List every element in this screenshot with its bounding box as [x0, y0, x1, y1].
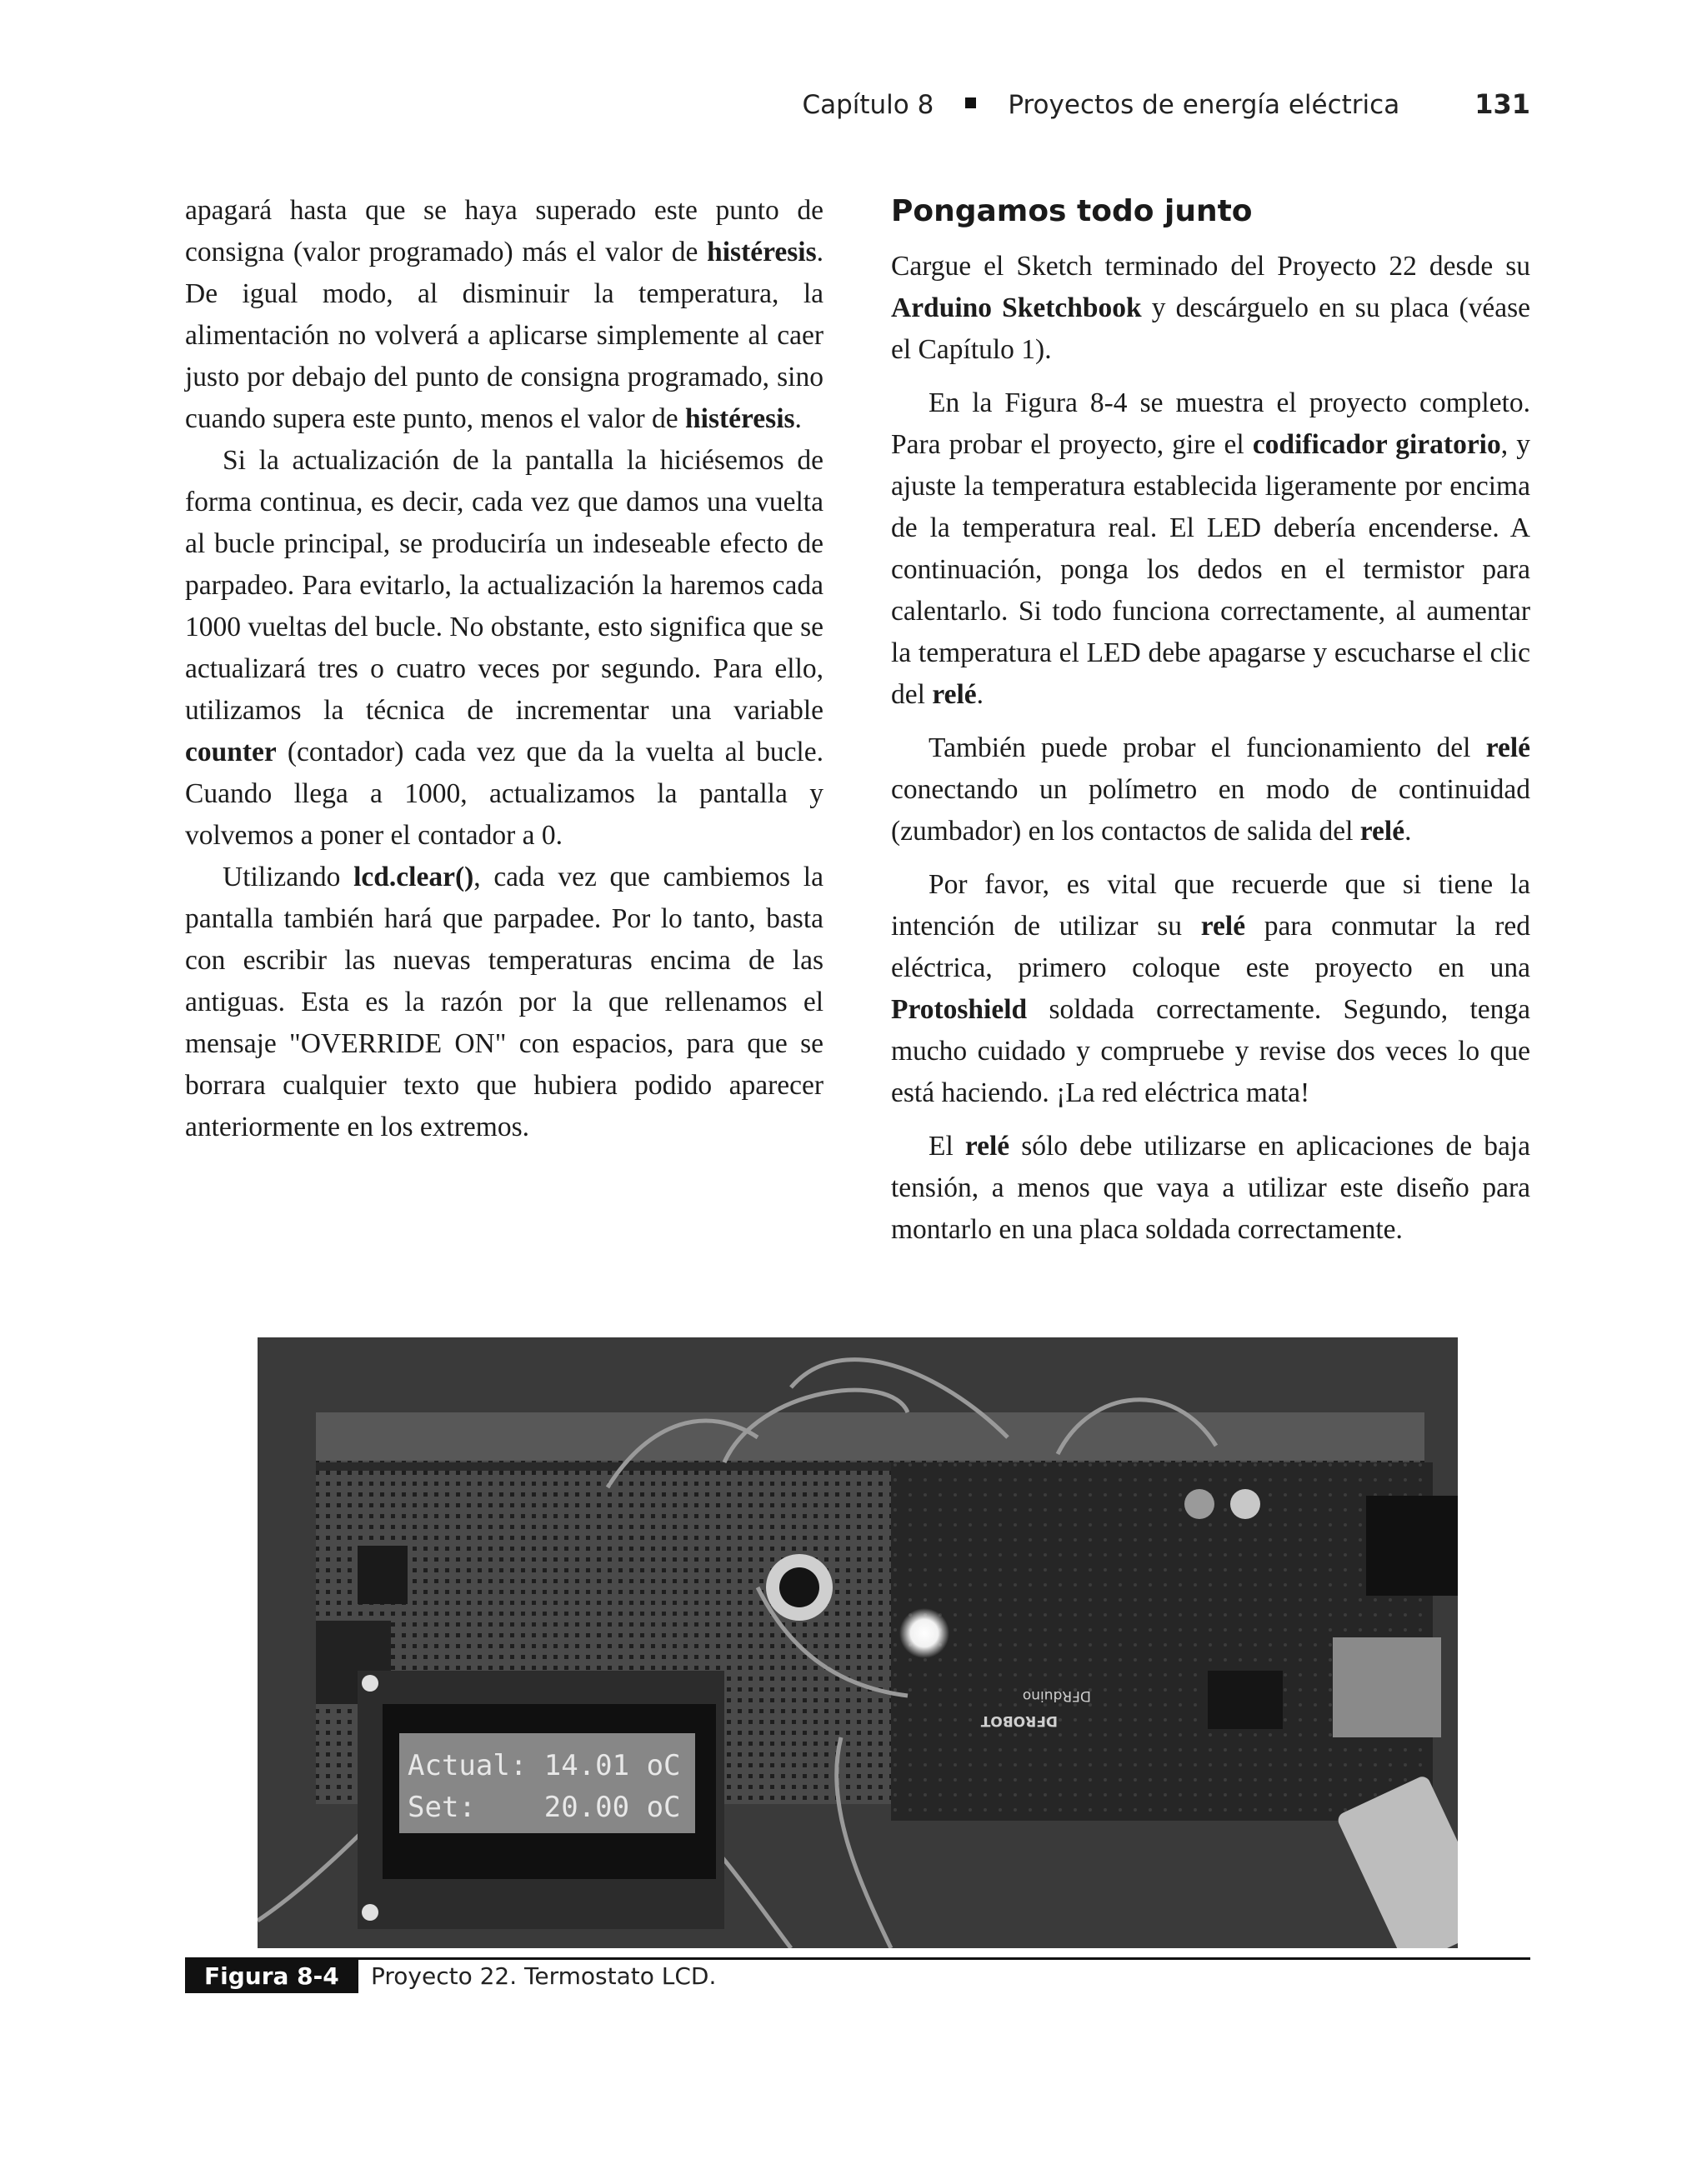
figure-caption: Proyecto 22. Termostato LCD.	[371, 1962, 717, 1990]
text-run: , cada vez que cambiemos la pantalla también hará que parpadee. Por lo tanto, basta con escribir las nuevas temperaturas encima de las antiguas. Esta es la razón por la que rellenamos el mensaje "OVERRIDE ON" con espacios, para que se borrara cualquier texto que hubiera podido aparecer anteriormente en los extremos.	[185, 862, 823, 1142]
bold-term: Protoshield	[891, 994, 1028, 1025]
capacitor	[1184, 1489, 1214, 1519]
text-run: conectando un polímetro en modo de continuidad (zumbador) en los contactos de salida del	[891, 774, 1530, 847]
figure-label: Figura 8-4	[185, 1960, 358, 1993]
bold-term: histéresis	[707, 237, 817, 267]
figure-photo	[258, 1337, 1458, 1948]
bold-term: relé	[932, 679, 977, 710]
right-paragraph-2	[891, 382, 1530, 716]
project-photo-illustration	[258, 1337, 1458, 1948]
text-run: Cargue el Sketch terminado del Proyecto 22 desde su	[891, 251, 1530, 282]
text-run: El	[929, 1131, 965, 1162]
text-run: .	[976, 679, 984, 710]
bold-term: relé	[1485, 732, 1530, 763]
text-run: y descárguelo en su placa (véase el Capítulo 1).	[891, 292, 1531, 365]
chapter-title: Proyectos de energía eléctrica	[1008, 90, 1400, 120]
right-column	[891, 190, 1530, 1262]
power-jack	[1366, 1496, 1458, 1596]
bold-term: relé	[1359, 816, 1405, 847]
led-indicator	[899, 1608, 949, 1658]
header-separator	[965, 97, 976, 108]
bold-term: histéresis	[685, 403, 795, 434]
bold-term: lcd.clear()	[353, 862, 474, 892]
bold-term: counter	[185, 737, 277, 767]
left-paragraph-2	[185, 440, 823, 857]
text-run: sólo debe utilizarse en aplicaciones de baja tensión, a menos que vaya a utilizar este diseño para montarlo en una placa soldada correctamente.	[891, 1131, 1530, 1245]
bold-term: relé	[964, 1131, 1010, 1162]
right-paragraph-3	[891, 727, 1530, 852]
text-run: Utilizando	[223, 862, 354, 892]
capacitor	[1230, 1489, 1260, 1519]
microcontroller-chip	[1208, 1671, 1283, 1729]
left-paragraph-1	[185, 190, 823, 440]
bold-term: relé	[1200, 911, 1246, 942]
text-run: , y ajuste la temperatura establecida ligeramente por encima de la temperatura real. El LED debería encenderse. A continuación, ponga los dedos en el termistor para calentarlo. Si todo funciona correctamente, al aumentar la temperatura el LED debe apagarse y escucharse el clic del	[891, 429, 1531, 710]
left-column	[185, 190, 823, 1148]
breadboard-rail	[316, 1412, 1424, 1461]
running-header	[0, 88, 1530, 120]
section-heading: Pongamos todo junto	[891, 194, 1253, 228]
right-paragraph-4	[891, 864, 1530, 1114]
page-number: 131	[1474, 88, 1530, 120]
text-run: Si la actualización de la pantalla la hiciésemos de forma continua, es decir, cada vez que damos una vuelta al bucle principal, se produciría un indeseable efecto de parpadeo. Para evitarlo, la actualización la haremos cada 1000 vueltas del bucle. No obstante, esto significa que se actualizará tres o cuatro veces por segundo. Para ello, utilizamos la técnica de incrementar una variable	[185, 445, 823, 726]
text-run: También puede probar el funcionamiento del	[929, 732, 1486, 763]
lcd-line-2: Set: 20.00 oC	[408, 1791, 681, 1824]
text-run: soldada correctamente. Segundo, tenga mucho cuidado y compruebe y revise dos veces lo que está haciendo. ¡La red eléctrica mata!	[891, 994, 1530, 1108]
lcd-line-1: Actual: 14.01 oC	[408, 1749, 681, 1782]
board-logo-text: DFROBOT	[980, 1712, 1058, 1729]
text-run: apagará hasta que se haya superado este punto de consigna (valor programado) más el valor de	[185, 195, 823, 267]
text-run: .	[794, 403, 802, 434]
board-name-text: DFRduino	[1022, 1687, 1091, 1704]
right-paragraph-1	[891, 246, 1530, 371]
bold-term: codificador giratorio	[1252, 429, 1501, 460]
text-run: En la Figura 8-4 se muestra el proyecto completo. Para probar el proyecto, gire el	[891, 387, 1530, 460]
text-run: .	[1404, 816, 1412, 847]
text-run: para conmutar la red eléctrica, primero coloque este proyecto en una	[891, 911, 1530, 983]
encoder-knob	[779, 1567, 819, 1607]
left-paragraph-3	[185, 857, 823, 1148]
text-run: (contador) cada vez que da la vuelta al bucle. Cuando llega a 1000, actualizamos la pantalla y volvemos a poner el contador a 0.	[185, 737, 823, 851]
usb-connector	[1333, 1637, 1441, 1737]
bold-term: Arduino Sketchbook	[891, 292, 1142, 323]
terminal-block	[358, 1546, 408, 1604]
right-paragraph-5	[891, 1126, 1530, 1251]
text-run: Por favor, es vital que recuerde que si tiene la intención de utilizar su	[891, 869, 1530, 942]
text-run: . De igual modo, al disminuir la temperatura, la alimentación no volverá a aplicarse simplemente al caer justo por debajo del punto de consigna programado, sino cuando supera este punto, menos el valor de	[185, 237, 823, 434]
chapter-label: Capítulo 8	[802, 90, 934, 120]
